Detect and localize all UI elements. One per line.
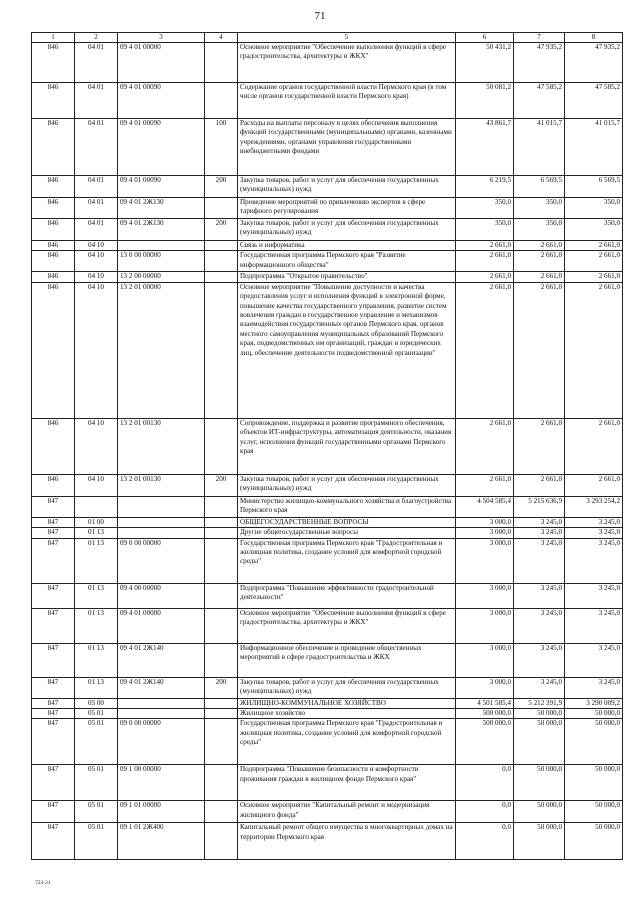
expense-type-code <box>205 823 238 860</box>
item-name: Подпрограмма "Повышение безопасности и комфортности проживания граждан в жилищном фонде Пермского края" <box>238 765 456 801</box>
expense-type-code <box>205 198 238 219</box>
item-name: Связь и информатика <box>238 241 456 251</box>
item-name: Министерство жилищно-коммунального хозяйства и благоустройства Пермского края <box>238 496 456 517</box>
target-article-code: 09 4 01 2Ж130 <box>118 219 205 241</box>
footer-code: 723-21 <box>35 880 51 886</box>
amount-year-3: 3 290 009,2 <box>565 698 623 708</box>
item-name: Подпрограмма "Открытое правительство" <box>238 272 456 282</box>
ministry-code: 847 <box>32 719 75 765</box>
section-code: 04 01 <box>75 176 118 198</box>
table-row <box>32 528 623 538</box>
amount-year-1: 3 000,0 <box>456 677 514 698</box>
amount-year-3: 2 661,0 <box>565 272 623 282</box>
expense-type-code <box>205 698 238 708</box>
target-article-code <box>118 517 205 527</box>
amount-year-3: 50 000,0 <box>565 823 623 860</box>
amount-year-2: 50 000,0 <box>514 709 565 719</box>
target-article-code <box>118 698 205 708</box>
column-header: 3 <box>118 33 205 43</box>
table-row <box>32 765 623 801</box>
item-name: Закупка товаров, работ и услуг для обеспечения государственных (муниципальных) нужд <box>238 474 456 496</box>
section-code: 04 10 <box>75 282 118 418</box>
target-article-code <box>118 241 205 251</box>
item-name: Закупка товаров, работ и услуг для обеспечения государственных (муниципальных) нужд <box>238 176 456 198</box>
expense-type-code <box>205 496 238 517</box>
table-row <box>32 643 623 677</box>
section-code: 04 10 <box>75 251 118 272</box>
ministry-code: 846 <box>32 241 75 251</box>
amount-year-3: 350,0 <box>565 219 623 241</box>
ministry-code: 846 <box>32 418 75 474</box>
amount-year-1: 3 000,0 <box>456 583 514 608</box>
expense-type-code: 200 <box>205 176 238 198</box>
amount-year-2: 3 245,0 <box>514 677 565 698</box>
table-row <box>32 496 623 517</box>
amount-year-3: 50 000,0 <box>565 801 623 823</box>
amount-year-3: 47 585,2 <box>565 83 623 119</box>
amount-year-1: 3 000,0 <box>456 643 514 677</box>
item-name: ЖИЛИЩНО-КОММУНАЛЬНОЕ ХОЗЯЙСТВО <box>238 698 456 708</box>
amount-year-2: 2 661,0 <box>514 282 565 418</box>
item-name: Основное мероприятие "Обеспечение выполнения функций в сфере градостроительства, архитектуры и ЖКХ" <box>238 608 456 643</box>
amount-year-1: 0,0 <box>456 765 514 801</box>
amount-year-2: 3 245,0 <box>514 643 565 677</box>
amount-year-1: 3 000,0 <box>456 608 514 643</box>
amount-year-2: 3 245,0 <box>514 608 565 643</box>
amount-year-3: 50 000,0 <box>565 709 623 719</box>
ministry-code: 847 <box>32 528 75 538</box>
item-name: Государственная программа Пермского края "Развитие информационного общества" <box>238 251 456 272</box>
amount-year-3: 3 293 254,2 <box>565 496 623 517</box>
column-header: 4 <box>205 33 238 43</box>
target-article-code: 13 2 01 00000 <box>118 282 205 418</box>
amount-year-2: 47 935,2 <box>514 43 565 83</box>
amount-year-1: 2 661,0 <box>456 272 514 282</box>
section-code: 01 00 <box>75 517 118 527</box>
amount-year-2: 3 245,0 <box>514 517 565 527</box>
target-article-code: 09 4 01 00090 <box>118 176 205 198</box>
amount-year-3: 41 015,7 <box>565 119 623 176</box>
ministry-code: 847 <box>32 496 75 517</box>
amount-year-3: 2 661,0 <box>565 251 623 272</box>
expense-type-code <box>205 719 238 765</box>
target-article-code: 13 2 01 00130 <box>118 418 205 474</box>
amount-year-1: 350,0 <box>456 219 514 241</box>
amount-year-3: 50 000,0 <box>565 719 623 765</box>
section-code: 04 01 <box>75 198 118 219</box>
item-name: Проведение мероприятий по привлечению экспертов в сфере тарифного регулирования <box>238 198 456 219</box>
item-name: Государственная программа Пермского края "Градостроительная и жилищная политика, создание условий для комфортной городской среды" <box>238 719 456 765</box>
amount-year-3: 2 661,0 <box>565 241 623 251</box>
expense-type-code <box>205 583 238 608</box>
section-code: 04 10 <box>75 272 118 282</box>
expense-type-code: 100 <box>205 119 238 176</box>
target-article-code: 09 0 00 00000 <box>118 538 205 583</box>
expense-type-code <box>205 538 238 583</box>
item-name: Государственная программа Пермского края "Градостроительная и жилищная политика, создание условий для комфортной городской среды" <box>238 538 456 583</box>
amount-year-2: 47 585,2 <box>514 83 565 119</box>
amount-year-3: 2 661,0 <box>565 418 623 474</box>
ministry-code: 847 <box>32 643 75 677</box>
expense-type-code <box>205 765 238 801</box>
target-article-code <box>118 496 205 517</box>
table-row <box>32 219 623 241</box>
item-name: Информационное обеспечение и проведение общественных мероприятий в сфере градостроительства и ЖКХ <box>238 643 456 677</box>
amount-year-1: 2 661,0 <box>456 418 514 474</box>
table-row <box>32 517 623 527</box>
expense-type-code <box>205 517 238 527</box>
table-row <box>32 583 623 608</box>
section-code <box>75 496 118 517</box>
section-code: 04 01 <box>75 119 118 176</box>
target-article-code: 09 1 01 2Ж400 <box>118 823 205 860</box>
expense-type-code: 200 <box>205 474 238 496</box>
amount-year-3: 47 935,2 <box>565 43 623 83</box>
ministry-code: 847 <box>32 709 75 719</box>
expense-type-code <box>205 528 238 538</box>
ministry-code: 847 <box>32 823 75 860</box>
amount-year-2: 2 661,0 <box>514 418 565 474</box>
target-article-code: 09 4 01 00090 <box>118 83 205 119</box>
amount-year-1: 0,0 <box>456 801 514 823</box>
amount-year-2: 50 000,0 <box>514 823 565 860</box>
target-article-code: 09 4 01 2Ж130 <box>118 198 205 219</box>
amount-year-2: 3 245,0 <box>514 528 565 538</box>
amount-year-2: 2 661,0 <box>514 241 565 251</box>
table-row <box>32 83 623 119</box>
section-code: 05 01 <box>75 801 118 823</box>
target-article-code: 13 2 01 00130 <box>118 474 205 496</box>
amount-year-2: 50 000,0 <box>514 801 565 823</box>
item-name: Содержание органов государственной власти Пермского края (в том числе органов государственной власти Пермского края) <box>238 83 456 119</box>
item-name: Другие общегосударственные вопросы <box>238 528 456 538</box>
amount-year-1: 350,0 <box>456 198 514 219</box>
section-code: 05 01 <box>75 823 118 860</box>
amount-year-3: 3 245,0 <box>565 643 623 677</box>
table-row <box>32 801 623 823</box>
ministry-code: 846 <box>32 198 75 219</box>
amount-year-1: 3 000,0 <box>456 517 514 527</box>
section-code: 05 01 <box>75 719 118 765</box>
amount-year-2: 3 245,0 <box>514 538 565 583</box>
item-name: Жилищное хозяйство <box>238 709 456 719</box>
table-row <box>32 282 623 418</box>
amount-year-2: 2 661,0 <box>514 474 565 496</box>
amount-year-3: 2 661,0 <box>565 474 623 496</box>
table-row <box>32 251 623 272</box>
section-code: 04 10 <box>75 474 118 496</box>
target-article-code: 09 4 01 00000 <box>118 608 205 643</box>
amount-year-1: 3 000,0 <box>456 538 514 583</box>
expense-type-code <box>205 418 238 474</box>
table-row <box>32 709 623 719</box>
table-row <box>32 698 623 708</box>
item-name: Сопровождение, поддержка и развитие программного обеспечения, объектов ИТ-инфраструктуры, автоматизация деятельности, оказания услуг, исполнения функций государственными органами Пермского края <box>238 418 456 474</box>
amount-year-2: 2 661,0 <box>514 272 565 282</box>
page-number: 71 <box>314 10 326 22</box>
ministry-code: 847 <box>32 801 75 823</box>
amount-year-1: 500 000,0 <box>456 709 514 719</box>
header-row <box>32 33 623 43</box>
target-article-code <box>118 528 205 538</box>
item-name: Капитальный ремонт общего имущества в многоквартирных домах на территории Пермского края <box>238 823 456 860</box>
section-code: 01 13 <box>75 538 118 583</box>
target-article-code: 13 2 00 00000 <box>118 272 205 282</box>
expense-type-code: 200 <box>205 219 238 241</box>
table-row <box>32 198 623 219</box>
section-code: 04 01 <box>75 219 118 241</box>
item-name: Закупка товаров, работ и услуг для обеспечения государственных (муниципальных) нужд <box>238 677 456 698</box>
item-name: Закупка товаров, работ и услуг для обеспечения государственных (муниципальных) нужд <box>238 219 456 241</box>
amount-year-2: 3 245,0 <box>514 583 565 608</box>
expense-type-code <box>205 43 238 83</box>
amount-year-3: 350,0 <box>565 198 623 219</box>
amount-year-3: 3 245,0 <box>565 608 623 643</box>
amount-year-2: 50 000,0 <box>514 719 565 765</box>
section-code: 05 01 <box>75 765 118 801</box>
table-row <box>32 43 623 83</box>
amount-year-1: 2 661,0 <box>456 251 514 272</box>
ministry-code: 846 <box>32 119 75 176</box>
item-name: Основное мероприятие "Повышение доступности и качества предоставления услуг и исполнения функций в электронной форме, повышение качества государственного управления, развитие систем вовлечения граждан в государственное управление и механизмов взаимодействия государственных органов Пермского края, органов местного самоуправления муниципальных образований Пермского края, подведомственных им организаций, граждан и юридических лиц, обеспечение деятельности подведомственной организации" <box>238 282 456 418</box>
ministry-code: 846 <box>32 282 75 418</box>
item-name: Основное мероприятие "Обеспечение выполнения функций в сфере градостроительства, архитектуры и ЖКХ" <box>238 43 456 83</box>
amount-year-3: 3 245,0 <box>565 517 623 527</box>
expense-type-code <box>205 83 238 119</box>
table-row <box>32 119 623 176</box>
section-code: 01 13 <box>75 643 118 677</box>
amount-year-2: 5 212 391,9 <box>514 698 565 708</box>
amount-year-1: 43 861,7 <box>456 119 514 176</box>
ministry-code: 847 <box>32 765 75 801</box>
expense-type-code <box>205 251 238 272</box>
target-article-code: 09 4 01 00090 <box>118 119 205 176</box>
amount-year-1: 2 661,0 <box>456 474 514 496</box>
amount-year-2: 50 000,0 <box>514 765 565 801</box>
column-header: 5 <box>238 33 456 43</box>
column-header: 6 <box>456 33 514 43</box>
amount-year-2: 350,0 <box>514 198 565 219</box>
ministry-code: 846 <box>32 176 75 198</box>
section-code: 05 01 <box>75 709 118 719</box>
ministry-code: 846 <box>32 43 75 83</box>
item-name: Расходы на выплаты персоналу в целях обеспечения выполнения функций государственными (муниципальными) органами, казенными учреждениями, органами управления государственными внебюджетными фондами <box>238 119 456 176</box>
amount-year-1: 2 661,0 <box>456 282 514 418</box>
item-name: Основное мероприятие "Капитальный ремонт и модернизация жилищного фонда" <box>238 801 456 823</box>
ministry-code: 846 <box>32 219 75 241</box>
column-header: 1 <box>32 33 75 43</box>
ministry-code: 846 <box>32 83 75 119</box>
amount-year-1: 50 081,2 <box>456 83 514 119</box>
section-code: 01 13 <box>75 583 118 608</box>
expense-type-code <box>205 272 238 282</box>
amount-year-1: 4 501 585,4 <box>456 698 514 708</box>
section-code: 04 01 <box>75 83 118 119</box>
section-code: 01 13 <box>75 528 118 538</box>
ministry-code: 847 <box>32 538 75 583</box>
amount-year-1: 2 661,0 <box>456 241 514 251</box>
table-row <box>32 823 623 860</box>
ministry-code: 846 <box>32 272 75 282</box>
table-row <box>32 241 623 251</box>
table-row <box>32 474 623 496</box>
section-code: 05 00 <box>75 698 118 708</box>
target-article-code: 09 4 01 00000 <box>118 43 205 83</box>
ministry-code: 847 <box>32 517 75 527</box>
amount-year-3: 3 245,0 <box>565 528 623 538</box>
amount-year-1: 0,0 <box>456 823 514 860</box>
column-header: 7 <box>514 33 565 43</box>
amount-year-1: 50 431,2 <box>456 43 514 83</box>
column-header: 2 <box>75 33 118 43</box>
amount-year-1: 3 000,0 <box>456 528 514 538</box>
ministry-code: 847 <box>32 608 75 643</box>
table-row <box>32 677 623 698</box>
target-article-code <box>118 709 205 719</box>
section-code: 04 10 <box>75 418 118 474</box>
section-code: 01 13 <box>75 608 118 643</box>
ministry-code: 847 <box>32 698 75 708</box>
amount-year-1: 6 219,5 <box>456 176 514 198</box>
table-row <box>32 538 623 583</box>
table-row <box>32 608 623 643</box>
table-row <box>32 418 623 474</box>
item-name: Подпрограмма "Повышение эффективности градостроительной деятельности" <box>238 583 456 608</box>
amount-year-1: 500 000,0 <box>456 719 514 765</box>
expense-type-code: 200 <box>205 677 238 698</box>
expense-type-code <box>205 608 238 643</box>
target-article-code: 09 4 01 2Ж140 <box>118 643 205 677</box>
amount-year-2: 6 569,5 <box>514 176 565 198</box>
ministry-code: 846 <box>32 474 75 496</box>
amount-year-2: 2 661,0 <box>514 251 565 272</box>
target-article-code: 09 1 01 00000 <box>118 801 205 823</box>
expense-type-code <box>205 643 238 677</box>
amount-year-3: 3 245,0 <box>565 583 623 608</box>
table-row <box>32 272 623 282</box>
target-article-code: 09 4 01 2Ж140 <box>118 677 205 698</box>
amount-year-3: 3 245,0 <box>565 677 623 698</box>
amount-year-2: 5 215 636,9 <box>514 496 565 517</box>
target-article-code: 13 0 00 00000 <box>118 251 205 272</box>
section-code: 01 13 <box>75 677 118 698</box>
target-article-code: 09 0 00 00000 <box>118 719 205 765</box>
amount-year-3: 50 000,0 <box>565 765 623 801</box>
section-code: 04 01 <box>75 43 118 83</box>
amount-year-2: 350,0 <box>514 219 565 241</box>
ministry-code: 846 <box>32 251 75 272</box>
expense-type-code <box>205 282 238 418</box>
table-row <box>32 176 623 198</box>
ministry-code: 847 <box>32 583 75 608</box>
amount-year-1: 4 504 585,4 <box>456 496 514 517</box>
amount-year-2: 41 015,7 <box>514 119 565 176</box>
expense-type-code <box>205 801 238 823</box>
section-code: 04 10 <box>75 241 118 251</box>
target-article-code: 09 4 00 00000 <box>118 583 205 608</box>
target-article-code: 09 1 00 00000 <box>118 765 205 801</box>
amount-year-3: 3 245,0 <box>565 538 623 583</box>
table-row <box>32 719 623 765</box>
amount-year-3: 6 569,5 <box>565 176 623 198</box>
expense-type-code <box>205 241 238 251</box>
item-name: ОБЩЕГОСУДАРСТВЕННЫЕ ВОПРОСЫ <box>238 517 456 527</box>
expense-type-code <box>205 709 238 719</box>
amount-year-3: 2 661,0 <box>565 282 623 418</box>
column-header: 8 <box>565 33 623 43</box>
budget-table <box>31 32 623 860</box>
ministry-code: 847 <box>32 677 75 698</box>
